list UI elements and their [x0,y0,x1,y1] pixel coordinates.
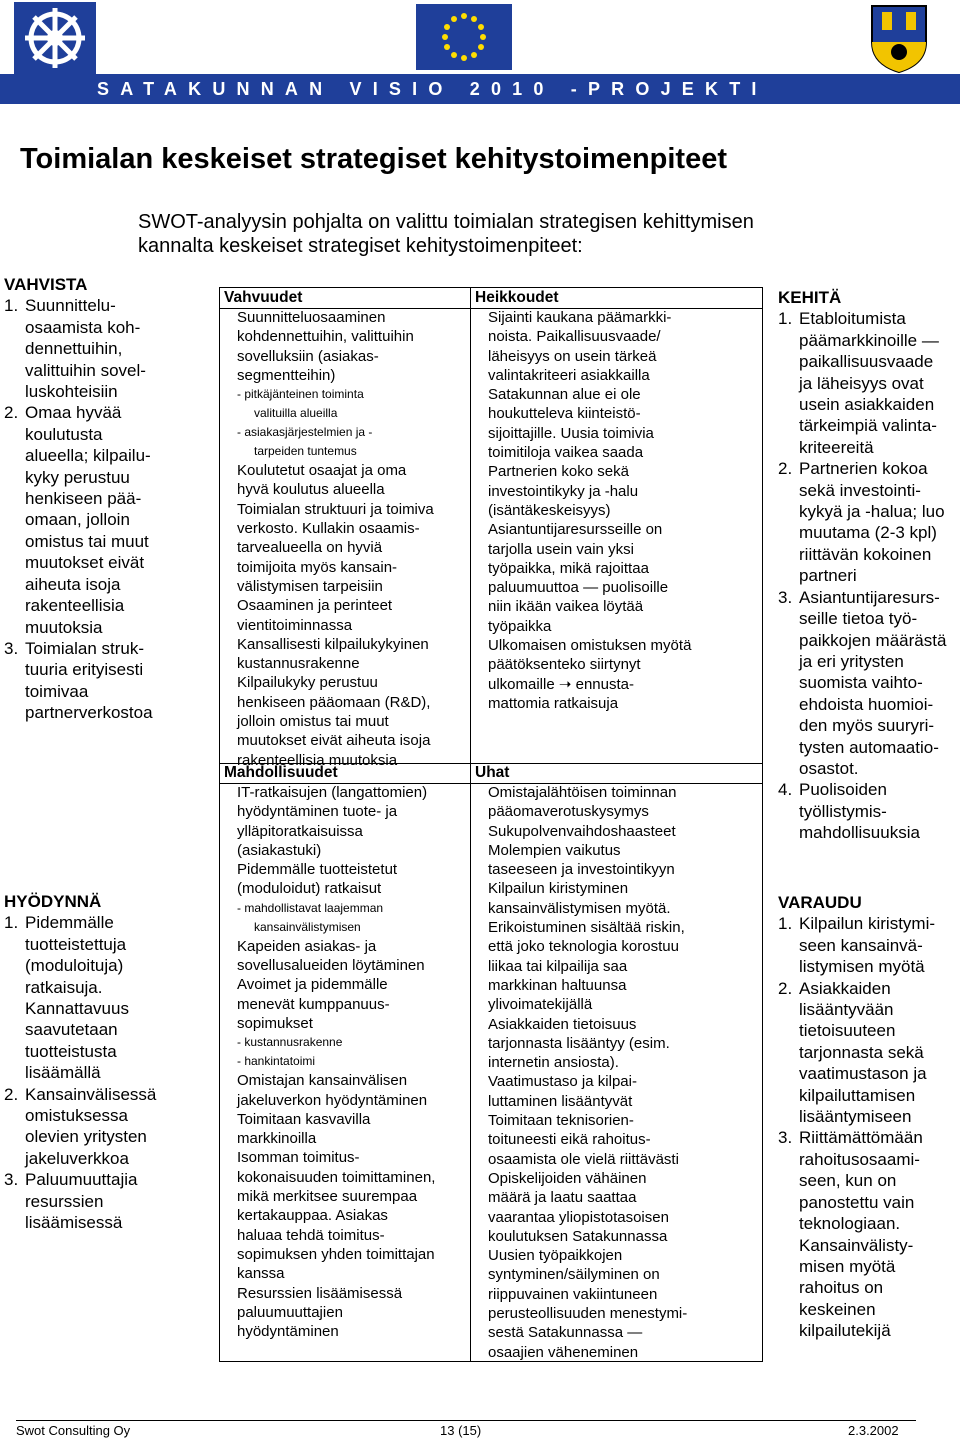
swot-line: mattomia ratkaisuja [488,694,619,712]
swot-line: taseeseen ja investointikyyn [488,861,675,879]
swot-line: että joko teknologia korostuu [488,938,679,956]
list-item [778,458,960,586]
swot-line: sopimukset [237,1014,313,1032]
list-number: 3. [4,638,19,658]
list-item-line: seille tietoa työ- [799,609,918,629]
list-item-line: lisääntymiseen [799,1107,912,1127]
swot-line: Erikoistuminen sisältää riskin, [488,919,685,937]
list-item-line: lisäämisessä [25,1213,123,1233]
swot-line: Kapeiden asiakas- ja [237,937,377,955]
list-item-line: Partnerien kokoa [799,459,928,479]
list-item-line: tuotteistusta [25,1041,117,1061]
swot-line: sovelluksiin (asiakas- [237,347,379,365]
vahvista-section [4,274,176,724]
coat-of-arms-icon [868,2,930,74]
list-item-line: tuotteistettuja [25,934,127,954]
swot-line: Toimitaan teknisorien- [488,1112,634,1130]
swot-matrix [219,287,763,1362]
swot-line: sovellusalueiden löytäminen [237,957,425,975]
swot-line: riippuvainen vakiintuneen [488,1285,658,1303]
list-item-line: Kannattavuus [25,999,129,1019]
list-item-line: tarjonnasta sekä [799,1042,924,1062]
list-item-line: ja läheisyys ovat [799,373,924,393]
list-item-line: misen myötä [799,1256,896,1276]
list-item-line: riittävän kokoinen [799,544,932,564]
swot-line: kokonaisuuden toimittaminen, [237,1168,436,1186]
swot-heading: Vahvuudet [224,289,303,306]
list-number: 1. [778,309,793,329]
list-item-line: tärkeimpiä valinta- [799,416,937,436]
swot-line: ulkomaille ➝ ennusta- [488,675,634,693]
swot-line: jolloin omistus tai muut [237,713,389,731]
swot-line: ylläpitoratkaisuissa [237,822,363,840]
swot-line: päätöksenteko siirtynyt [488,656,641,674]
swot-line: henkiseen pääomaan (R&D), [237,693,431,711]
list-number: 1. [4,913,19,933]
list-item-line: Asiakkaiden [799,978,891,998]
swot-heading: Uhat [475,764,510,781]
satakunta-logo-icon [14,2,96,74]
swot-line: kustannusrakenne [237,655,360,673]
swot-heading: Heikkoudet [475,289,559,306]
list-number: 2. [4,1084,19,1104]
swot-line: Partnerien koko sekä [488,463,629,481]
list-item-line: valittuihin sovel- [25,360,146,380]
swot-line: toimitiloja vaikea saada [488,444,644,462]
list-number: 1. [778,914,793,934]
swot-line: Toimitaan kasvavilla [237,1110,371,1128]
list-item [778,1127,960,1341]
list-item-line: kilpailuttamisen [799,1085,916,1105]
list-item [778,913,960,977]
action-list [778,913,960,1341]
swot-line: (isäntäkeskeisyys) [488,501,611,519]
list-item-line: paikkojen määrästä [799,630,947,650]
list-item-line: mahdollisuuksia [799,823,920,843]
list-item-line: osaamista koh- [25,317,141,337]
swot-line: ylivoimatekijällä [488,996,593,1014]
swot-line: jakeluverkon hyödyntäminen [237,1091,428,1109]
swot-line: tarjolla usein vain yksi [488,540,634,558]
swot-line: Sijainti kaukana päämarkki- [488,309,672,326]
swot-line: - kustannusrakenne [237,1035,343,1050]
list-item-line: jakeluverkkoa [25,1148,129,1168]
swot-line: Avoimet ja pidemmälle [237,976,388,994]
list-item [4,912,176,1083]
swot-line: pääomaverotuskysymys [488,803,649,821]
swot-line: kertakauppaa. Asiakas [237,1207,388,1225]
swot-line: valintakriteeri asiakkailla [488,366,650,384]
swot-line: osaajien väheneminen [488,1343,639,1361]
list-item-line: Asiantuntijaresurs- [799,587,940,607]
section-heading: VAHVISTA [4,275,88,294]
swot-line: liikaa tai kilpailija saa [488,957,628,975]
swot-line: Resurssien lisäämisessä [237,1284,403,1302]
list-number: 2. [4,403,19,423]
list-item-line: lisäämällä [25,1063,101,1083]
list-item-line: Etabloitumista [799,309,906,329]
swot-line: Suunnitteluosaaminen [237,309,386,326]
list-item-line: henkiseen pää- [25,489,142,509]
page-footer [16,1420,916,1438]
action-list [4,912,176,1233]
swot-line: syntyminen/säilyminen on [488,1266,660,1284]
list-item-line: muutokset eivät [25,553,145,573]
swot-line: Opiskelijoiden vähäinen [488,1169,647,1187]
section-heading: HYÖDYNNÄ [4,892,102,911]
swot-line: vientitoiminnassa [237,616,353,634]
swot-opportunities [220,763,470,1341]
list-item-line: kykyä ja -halua; luo [799,502,945,522]
list-item-line: Puolisoiden [799,780,887,800]
swot-line: Omistajalähtöisen toiminnan [488,784,677,801]
list-item-line: ehdoista huomioi- [799,694,934,714]
list-item-line: dennettuihin, [25,339,123,359]
swot-line: Omistajan kansainvälisen [237,1072,408,1090]
swot-line: työpaikka, mikä rajoittaa [488,559,649,577]
list-item-line: Paluumuuttajia [25,1170,138,1190]
list-item-line: lisääntyvään [799,1000,894,1020]
swot-line: verkosto. Kullakin osaamis- [237,520,420,538]
swot-line: - hankintatoimi [237,1054,316,1069]
footer-company: Swot Consulting Oy [16,1423,131,1438]
swot-threats [471,763,761,1362]
swot-strengths [220,288,470,770]
swot-line: markkinan haltuunsa [488,976,627,994]
swot-line: markkinoilla [237,1130,317,1148]
list-item-line: kriteereitä [799,437,874,457]
list-item-line: aiheuta isoja [25,574,121,594]
swot-line: (asiakastuki) [237,841,322,859]
swot-line: Asiantuntijaresursseille on [488,521,663,539]
swot-line: Osaaminen ja perinteet [237,597,393,615]
list-item-line: seen kansainvä- [799,935,923,955]
list-item-line: sekä investointi- [799,480,921,500]
list-item-line: Kansainvälisty- [799,1235,914,1255]
list-item-line: saavutetaan [25,1020,118,1040]
swot-line: - asiakasjärjestelmien ja - [237,425,373,440]
list-item-line: kilpailutekijä [799,1321,891,1341]
list-item-line: ja eri yritysten [799,651,904,671]
varaudu-section [778,892,960,1342]
swot-line: sopimuksen yhden toimittajan [237,1245,435,1263]
list-item-line: Omaa hyvää [25,403,122,423]
swot-line: välistymisen tarpeisiin [237,577,383,595]
swot-line: Molempien vaikutus [488,841,621,859]
swot-line: Satakunnan alue ei ole [488,386,641,404]
swot-line: Pidemmälle tuotteistetut [237,861,398,879]
list-item [778,587,960,780]
list-number: 3. [778,587,793,607]
swot-line: sestä Satakunnassa — [488,1324,643,1342]
section-heading: VARAUDU [778,893,862,912]
list-item-line: tysten automaatio- [799,737,939,757]
footer-date: 2.3.2002 [848,1423,899,1438]
swot-line: Toimialan struktuuri ja toimiva [237,500,434,518]
hyodynna-section [4,891,176,1234]
swot-line: läheisyys on usein tärkeä [488,347,657,365]
list-item-line: Kansainvälisessä [25,1084,157,1104]
list-item-line: tietoisuuteen [799,1021,896,1041]
list-item-line: koulutusta [25,424,103,444]
swot-line: internetin ansiosta). [488,1054,619,1072]
swot-line: sijoittajille. Uusia toimivia [488,424,654,442]
swot-line: mikä merkitsee suurempaa [237,1188,418,1206]
list-item-line: Toimialan struk- [25,638,145,658]
swot-line: Kilpailukyky perustuu [237,674,378,692]
swot-line: vaarantaa yliopistotasoisen [488,1208,669,1226]
action-list [4,295,176,723]
swot-line: valituilla alueilla [254,406,338,421]
list-item-line: partnerverkostoa [25,703,153,723]
action-list [778,308,960,843]
list-item-line: rakenteellisia [25,596,125,616]
swot-line: kansainvälistymisen [254,919,361,934]
swot-line: kohdennettuihin, valittuihin [237,328,414,346]
list-item-line: rahoitusosaami- [799,1149,920,1169]
section-heading: KEHITÄ [778,288,842,307]
list-item-line: tuuria erityisesti [25,660,144,680]
list-item-line: kyky perustuu [25,467,130,487]
swot-line: perusteollisuuden menestymi- [488,1305,688,1323]
list-item-line: Pidemmälle [25,913,114,933]
list-item [4,402,176,637]
eu-flag-icon [416,4,512,70]
swot-line: Sukupolvenvaihdoshaasteet [488,822,676,840]
list-number: 1. [4,296,19,316]
swot-line: haluaa tehdä toimitus- [237,1226,385,1244]
list-item-line: (moduloituja) [25,956,124,976]
list-item-line: partneri [799,566,857,586]
list-item-line: olevien yritysten [25,1127,147,1147]
swot-line: IT-ratkaisujen (langattomien) [237,784,428,801]
page-title: Toimialan keskeiset strategiset kehitystoimenpiteet [20,143,728,175]
list-item-line: osastot. [799,758,859,778]
list-item-line: omaan, jolloin [25,510,130,530]
list-item-line: päämarkkinoille — [799,330,939,350]
swot-line: Kilpailun kiristyminen [488,880,629,898]
intro-line: SWOT-analyysin pohjalta on valittu toimialan strategisen kehittymisen [138,211,754,233]
swot-line: Kansallisesti kilpailukykyinen [237,635,429,653]
list-item-line: resurssien [25,1191,104,1211]
list-number: 2. [778,459,793,479]
list-number: 4. [778,780,793,800]
list-item-line: keskeinen [799,1299,876,1319]
swot-line: määrä ja laatu saattaa [488,1189,637,1207]
list-number: 2. [778,978,793,998]
list-item [4,1084,176,1170]
swot-line: niin ikään vaikea löytää [488,598,644,616]
intro-text [138,210,858,258]
list-item-line: ratkaisuja. [25,977,103,997]
swot-line: - mahdollistavat laajemman [237,900,384,915]
list-item-line: Riittämättömään [799,1128,923,1148]
list-item-line: paikallisuusvaade [799,352,934,372]
list-item-line: luskohteisiin [25,382,118,402]
swot-line: segmentteihin) [237,366,336,384]
list-item-line: Kilpailun kiristymi- [799,914,936,934]
list-item-line: muutoksia [25,617,103,637]
list-item-line: työllistymis- [799,801,887,821]
swot-line: muutokset eivät aiheuta isoja [237,732,431,750]
swot-line: hyödyntäminen tuote- ja [237,803,398,821]
swot-line: hyödyntäminen [237,1323,339,1341]
list-number: 3. [778,1128,793,1148]
swot-line: Koulutetut osaajat ja oma [237,462,407,480]
swot-line: tarpeiden tuntemus [254,444,357,459]
project-banner [0,74,960,104]
swot-line: houkutteleva kiinteistö- [488,405,641,423]
list-item-line: vaatimustason ja [799,1064,927,1084]
list-item-line: Suunnittelu- [25,296,116,316]
list-item-line: seen, kun on [799,1171,897,1191]
list-item [778,308,960,458]
swot-line: Ulkomaisen omistuksen myötä [488,637,692,655]
list-item-line: panostettu vain [799,1192,915,1212]
swot-line: tarjonnasta lisääntyy (esim. [488,1034,670,1052]
swot-line: noista. Paikallisuusvaade/ [488,328,661,346]
kehita-section [778,287,960,844]
swot-line: koulutuksen Satakunnassa [488,1227,668,1245]
swot-line: toimijoita myös kansain- [237,558,398,576]
swot-line: rakenteellisia muutoksia [237,751,398,769]
swot-line: toituneesti eikä rahoitus- [488,1131,651,1149]
swot-line: kansainvälistymisen myötä. [488,899,671,917]
list-item-line: omistus tai muut [25,531,149,551]
swot-line: luttaminen lisääntyvät [488,1092,633,1110]
swot-line: paluumuuttoa — puolisoille [488,579,669,597]
list-item-line: toimivaa [25,681,89,701]
swot-line: - pitkäjänteinen toiminta [237,387,364,402]
list-item [4,1169,176,1233]
banner-text: SATAKUNNAN VISIO 2010 -PROJEKTI [97,79,768,99]
list-item-line: den myös suuryri- [799,716,935,736]
swot-weaknesses [471,288,761,713]
swot-line: investointikyky ja -halu [488,482,639,500]
swot-line: Isomman toimitus- [237,1149,360,1167]
swot-line: kanssa [237,1265,285,1283]
swot-line: hyvä koulutus alueella [237,481,385,499]
swot-line: työpaikka [488,617,552,635]
list-item-line: muutama (2-3 kpl) [799,523,937,543]
list-item-line: rahoitus on [799,1278,884,1298]
list-item [4,295,176,402]
list-item [4,638,176,724]
swot-line: Asiakkaiden tietoisuus [488,1015,637,1033]
list-item-line: teknologiaan. [799,1214,901,1234]
list-item-line: usein asiakkaiden [799,395,935,415]
swot-line: menevät kumppanuus- [237,995,390,1013]
list-item [778,978,960,1128]
list-item-line: suomista vaihto- [799,673,923,693]
swot-line: osaamista ole vielä riittävästi [488,1150,679,1168]
list-item-line: omistuksessa [25,1106,128,1126]
swot-line: paluumuuttajien [237,1303,343,1321]
list-item [778,779,960,843]
swot-heading: Mahdollisuudet [224,764,338,781]
list-number: 3. [4,1170,19,1190]
swot-line: tarvealueella on hyviä [237,539,383,557]
list-item-line: alueella; kilpailu- [25,446,151,466]
footer-page-number: 13 (15) [440,1423,482,1438]
swot-line: Uusien työpaikkojen [488,1247,623,1265]
swot-line: (moduloidut) ratkaisut [237,880,382,898]
list-item-line: listymisen myötä [799,957,925,977]
swot-line: Vaatimustaso ja kilpai- [488,1073,637,1091]
intro-line: kannalta keskeiset strategiset kehitystoimenpiteet: [138,235,583,257]
